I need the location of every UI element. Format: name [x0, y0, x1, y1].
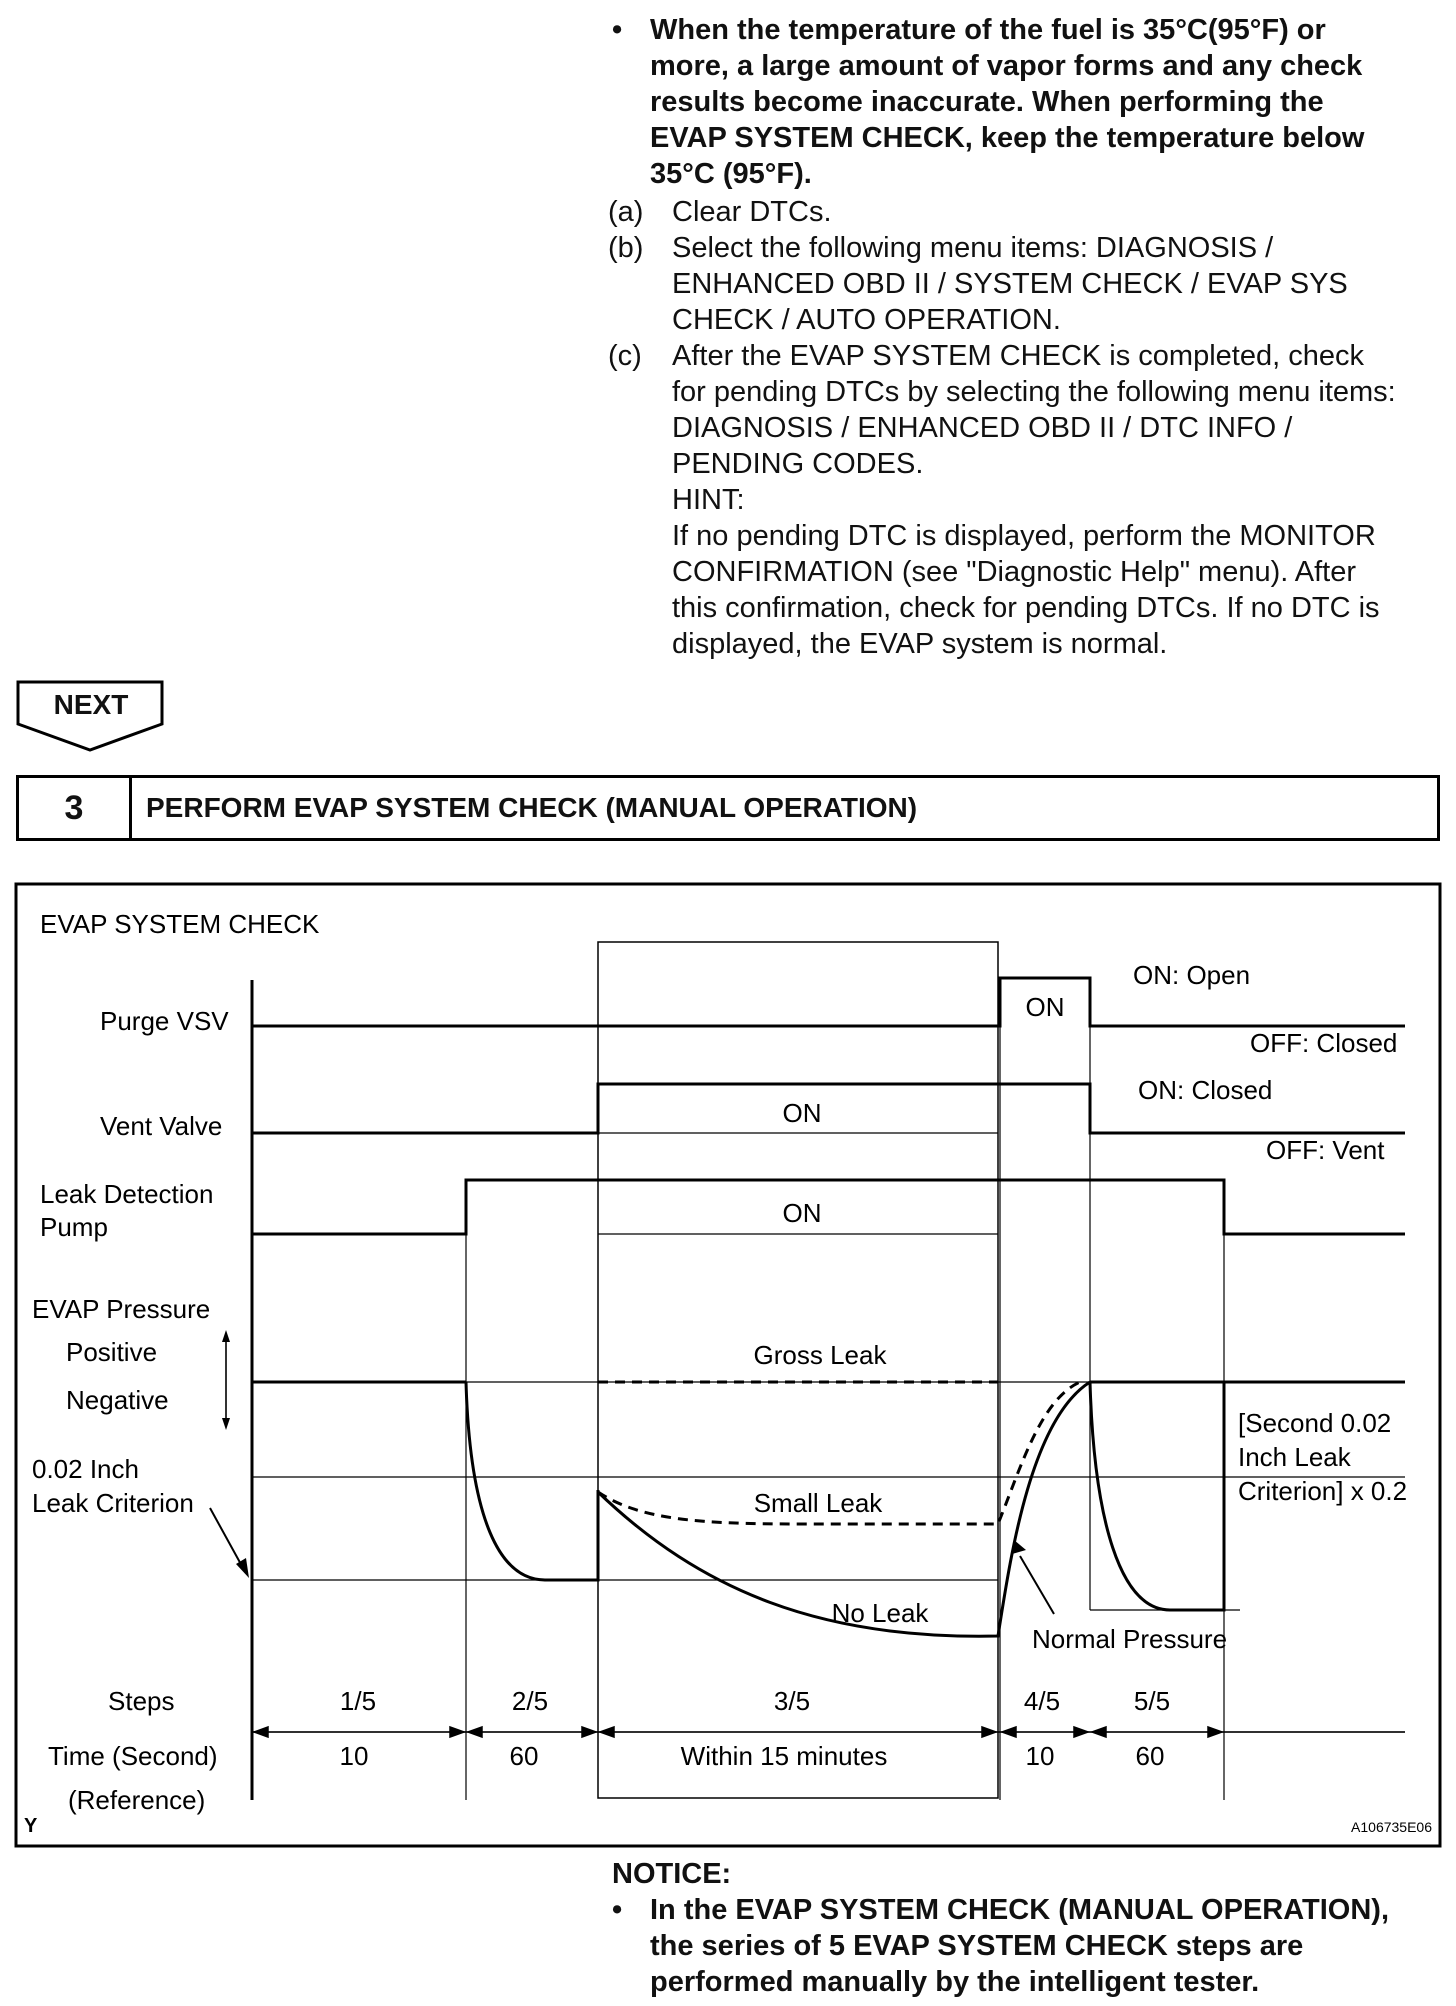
bottom-notice-bullet: •	[612, 1894, 623, 1926]
step-line: for pending DTCs by selecting the following menu items:	[672, 376, 1396, 408]
step-line: this confirmation, check for pending DTCs. If no DTC is	[672, 592, 1380, 624]
step-line: ENHANCED OBD II / SYSTEM CHECK / EVAP SYS	[672, 268, 1348, 300]
step-line: displayed, the EVAP system is normal.	[672, 628, 1168, 660]
time-label-4: 10	[1025, 1741, 1055, 1771]
time-label-2: 60	[509, 1741, 539, 1771]
normal-pressure-leader-arrow	[1012, 1540, 1054, 1614]
label-positive: Positive	[66, 1337, 158, 1367]
step3-region	[598, 942, 998, 1798]
annotation-second-criterion-3: Criterion] x 0.2	[1238, 1476, 1408, 1506]
step-label: (a)	[608, 196, 644, 228]
step-line: DIAGNOSIS / ENHANCED OBD II / DTC INFO /	[672, 412, 1293, 444]
top-notice-bullet: •	[612, 14, 623, 46]
pressure-curve-step2	[466, 1382, 598, 1580]
step-line: After the EVAP SYSTEM CHECK is completed, check	[672, 340, 1364, 372]
label-ldp-line1: Leak Detection	[40, 1179, 214, 1209]
annotation-off-closed: OFF: Closed	[1250, 1028, 1398, 1058]
label-vent-valve: Vent Valve	[100, 1111, 223, 1141]
annotation-small-leak: Small Leak	[753, 1488, 883, 1518]
top-notice-line: 35°C (95°F).	[650, 158, 812, 190]
bottom-notice-line: In the EVAP SYSTEM CHECK (MANUAL OPERATION),	[650, 1894, 1390, 1926]
label-purge-vsv: Purge VSV	[100, 1006, 229, 1036]
next-label: NEXT	[53, 689, 129, 720]
label-criterion-line2: Leak Criterion	[32, 1488, 194, 1518]
time-label-5: 60	[1135, 1741, 1165, 1771]
pressure-direction-arrow	[222, 1330, 230, 1430]
step-line: HINT:	[672, 484, 745, 516]
annotation-second-criterion-2: Inch Leak	[1238, 1442, 1351, 1472]
top-notice-line: EVAP SYSTEM CHECK, keep the temperature below	[650, 122, 1365, 154]
corner-mark: Y	[24, 1815, 38, 1837]
bottom-notice-line: performed manually by the intelligent tester.	[650, 1966, 1260, 1998]
step-line: If no pending DTC is displayed, perform the MONITOR	[672, 520, 1376, 552]
step-title: PERFORM EVAP SYSTEM CHECK (MANUAL OPERATION)	[146, 792, 918, 823]
annotation-on-open: ON: Open	[1133, 960, 1251, 990]
annotation-on-closed: ON: Closed	[1138, 1075, 1273, 1105]
annotation-second-criterion-1: [Second 0.02	[1238, 1408, 1392, 1438]
bottom-notice-heading: NOTICE:	[612, 1858, 732, 1890]
label-negative: Negative	[66, 1385, 169, 1415]
criterion-leader-arrow	[210, 1508, 249, 1578]
annotation-gross-leak: Gross Leak	[753, 1340, 887, 1370]
annotation-vent-on: ON	[782, 1098, 822, 1128]
label-time: Time (Second)	[48, 1741, 218, 1771]
pressure-curve-step5	[1090, 1382, 1224, 1610]
label-steps: Steps	[108, 1686, 175, 1716]
annotation-ldp-on: ON	[782, 1198, 822, 1228]
annotation-normal-pressure: Normal Pressure	[1032, 1624, 1228, 1654]
figure-id: A106735E06	[1351, 1819, 1432, 1835]
annotation-no-leak: No Leak	[831, 1598, 929, 1628]
step-line: PENDING CODES.	[672, 448, 924, 480]
step-line: Select the following menu items: DIAGNOSIS /	[672, 232, 1274, 264]
label-criterion-line1: 0.02 Inch	[32, 1454, 139, 1484]
label-evap-pressure: EVAP Pressure	[32, 1294, 211, 1324]
top-notice-line: results become inaccurate. When performing the	[650, 86, 1324, 118]
dimension-arrows	[252, 1727, 1405, 1737]
top-notice-line: When the temperature of the fuel is 35°C(95°F) or	[650, 14, 1326, 46]
step-label-4: 4/5	[1023, 1686, 1061, 1716]
step-label: (c)	[608, 340, 642, 372]
step-line: Clear DTCs.	[672, 196, 832, 228]
annotation-off-vent: OFF: Vent	[1266, 1135, 1385, 1165]
step-line: CONFIRMATION (see "Diagnostic Help" menu). After	[672, 556, 1357, 588]
time-label-1: 10	[339, 1741, 369, 1771]
step-label-3: 3/5	[773, 1686, 811, 1716]
label-ldp-line2: Pump	[40, 1212, 108, 1242]
bottom-notice-line: the series of 5 EVAP SYSTEM CHECK steps are	[650, 1930, 1304, 1962]
step-line: CHECK / AUTO OPERATION.	[672, 304, 1061, 336]
step-label-5: 5/5	[1133, 1686, 1171, 1716]
diagram-frame	[16, 884, 1440, 1846]
step-label-2: 2/5	[511, 1686, 549, 1716]
diagram-title: EVAP SYSTEM CHECK	[40, 909, 320, 939]
step-number: 3	[19, 778, 132, 838]
time-label-3: Within 15 minutes	[680, 1741, 888, 1771]
top-notice-line: more, a large amount of vapor forms and any check	[650, 50, 1363, 82]
ldp-signal	[252, 1180, 1405, 1234]
step-label-1: 1/5	[339, 1686, 377, 1716]
label-reference: (Reference)	[68, 1785, 206, 1815]
annotation-purge-on: ON	[1025, 992, 1065, 1022]
step-label: (b)	[608, 232, 644, 264]
